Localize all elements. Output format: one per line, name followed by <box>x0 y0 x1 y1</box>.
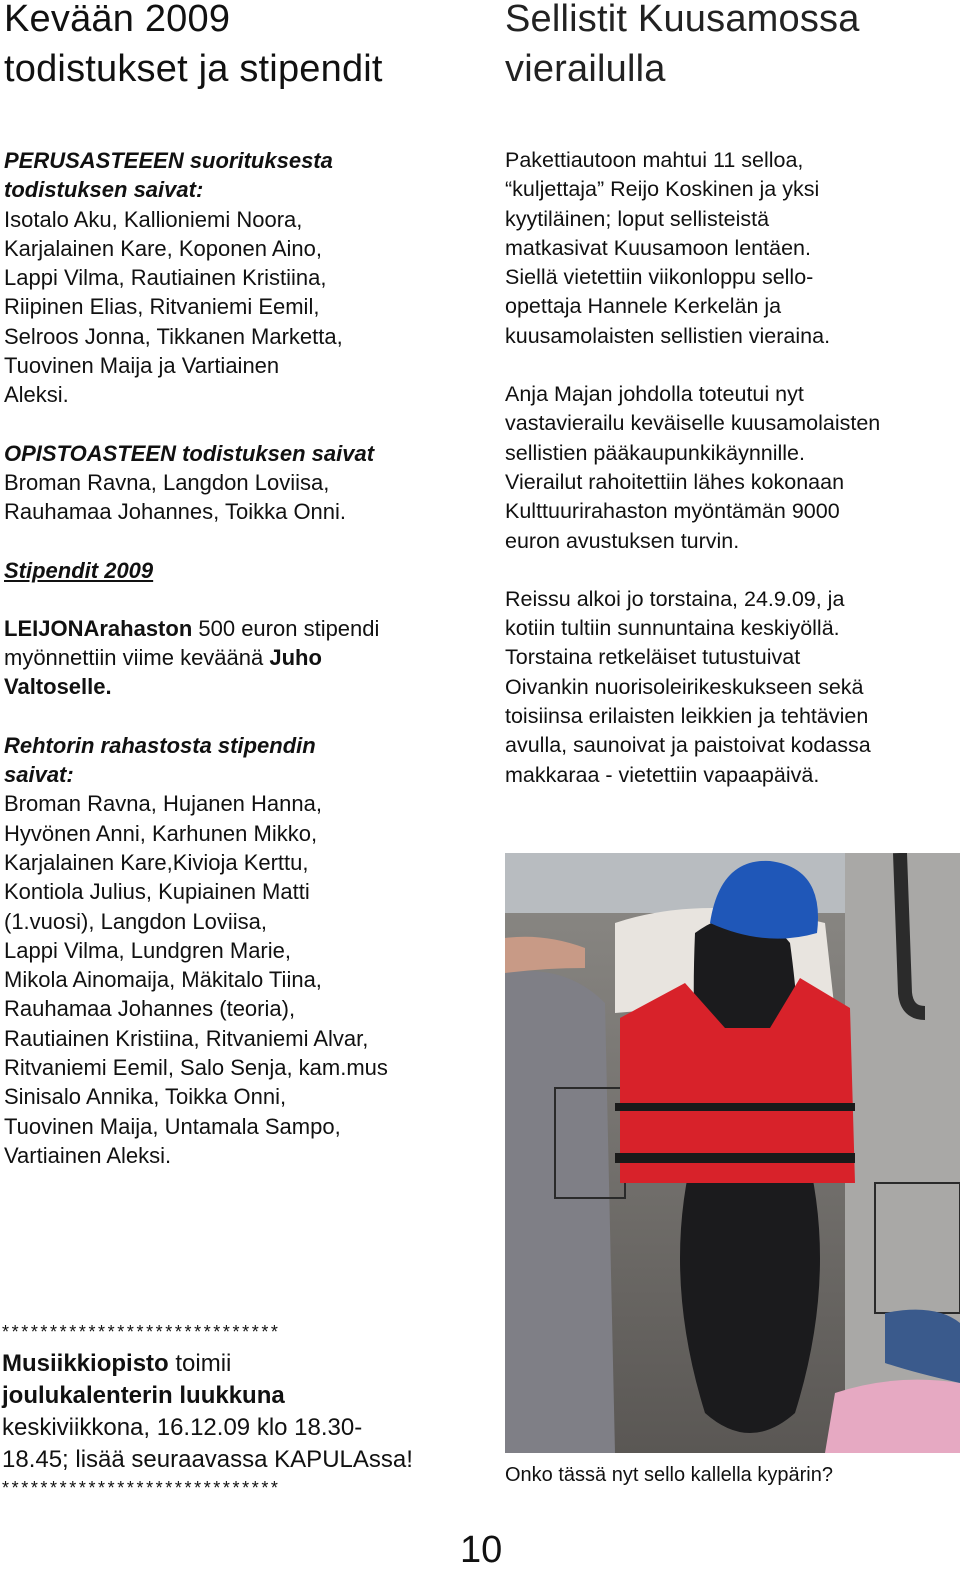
name-line: Selroos Jonna, Tikkanen Marketta, <box>4 323 343 349</box>
recipient: Juho <box>269 645 322 671</box>
name-line: Riipinen Elias, Ritvaniemi Eemil, <box>4 294 320 320</box>
name-line: Rauhamaa Johannes (teoria), <box>4 996 296 1022</box>
name-line: Hyvönen Anni, Karhunen Mikko, <box>4 820 318 846</box>
rehtori-heading: saivat: <box>4 762 74 788</box>
seat-left <box>505 971 615 1453</box>
right-column <box>505 0 957 790</box>
rehtori-section <box>4 731 464 1170</box>
name-line: Rautiainen Kristiina, Ritvaniemi Alvar, <box>4 1025 369 1051</box>
vest-strap <box>615 1103 855 1111</box>
photo-illustration <box>505 853 960 1453</box>
fund-name: LEIJONArahaston <box>4 615 193 641</box>
name-line: Lappi Vilma, Rautiainen Kristiina, <box>4 265 327 291</box>
right-headline: Sellistit Kuusamossa vierailulla <box>505 0 860 90</box>
opistoaste-section <box>4 439 464 527</box>
cello-photo <box>505 853 960 1453</box>
name-line: Mikola Ainomaija, Mäkitalo Tiina, <box>4 967 322 993</box>
perusaste-section <box>4 146 464 410</box>
left-headline: Kevään 2009 todistukset ja stipendit <box>4 0 383 90</box>
star-divider: ***************************** <box>2 1478 281 1498</box>
name-line: Karjalainen Kare,Kivioja Kerttu, <box>4 849 309 875</box>
name-line: (1.vuosi), Langdon Loviisa, <box>4 908 267 934</box>
star-divider: ***************************** <box>2 1322 281 1342</box>
name-line: Tuovinen Maija, Untamala Sampo, <box>4 1113 341 1139</box>
paragraph-1: Pakettiautoon mahtui 11 selloa, “kuljettaja” Reijo Koskinen ja yksi kyytiläinen; loput sellisteistä matkasivat Kuusamoon lentäen. Siellä vietettiin viikonloppu sello- opettaja Hannele Kerkelän ja kuusamolaisten sellistien vieraina. <box>505 148 831 348</box>
stipendi-line: myönnettiin viime keväänä Juho <box>4 645 322 671</box>
name-line: Kontiola Julius, Kupiainen Matti <box>4 879 310 905</box>
name-line: Karjalainen Kare, Koponen Aino, <box>4 235 323 261</box>
notice-bold: joulukalenterin luukkuna <box>2 1382 285 1409</box>
photo-caption: Onko tässä nyt sello kallella kypärin? <box>505 1464 833 1486</box>
name-line: Broman Ravna, Hujanen Hanna, <box>4 791 322 817</box>
paragraph-3: Reissu alkoi jo torstaina, 24.9.09, ja kotiin tultiin sunnuntaina keskiyöllä. Torstaina retkeläiset tutustuivat Oivankin nuorisoleirikeskukseen sekä toisiinsa erilaisten leikkien ja tehtävien avulla, saunoivat ja paistoivat kodassa makkaraa - vietettiin vapaapäivä. <box>505 586 871 787</box>
stipendit-section <box>4 556 464 702</box>
rehtori-heading: Rehtorin rahastosta stipendin <box>4 732 316 758</box>
vest-strap <box>615 1153 855 1163</box>
paragraph-2: Anja Majan johdolla toteutui nyt vastavierailu keväiselle kuusamolaisten sellistien pääkaupunkikäynnille. Vierailut rahoitettiin lähes kokonaan Kulttuurirahaston myöntämän 9000 euron avustuksen turvin. <box>505 382 881 553</box>
left-column <box>4 0 464 1170</box>
name-line: Vartiainen Aleksi. <box>4 1142 172 1168</box>
page-number: 10 <box>460 1529 503 1571</box>
perusaste-heading: PERUSASTEEEN suorituksesta <box>4 148 333 173</box>
name-line: Sinisalo Annika, Toikka Onni, <box>4 1084 287 1110</box>
stipendi-line: LEIJONArahaston 500 euron stipendi <box>4 615 380 641</box>
name-line: Aleksi. <box>4 382 69 408</box>
recipient: Valtoselle. <box>4 674 112 700</box>
perusaste-heading: todistuksen saivat: <box>4 177 204 203</box>
notice-bold: Musiikkiopisto <box>2 1350 169 1377</box>
name-line: Lappi Vilma, Lundgren Marie, <box>4 937 291 963</box>
blanket <box>825 1380 960 1453</box>
notice-text: Musiikkiopisto toimii joulukalenterin luukkuna keskiviikkona, 16.12.09 klo 18.30- 18.45; lisää seuraavassa KAPULAssa! <box>2 1348 462 1476</box>
name-line: Ritvaniemi Eemil, Salo Senja, kam.mus <box>4 1055 388 1081</box>
name-line: Tuovinen Maija ja Vartiainen <box>4 353 280 379</box>
notice-box <box>2 1322 462 1498</box>
name-line: Isotalo Aku, Kallioniemi Noora, <box>4 206 303 232</box>
opistoaste-heading: OPISTOASTEEN todistuksen saivat <box>4 440 375 466</box>
name-line: Rauhamaa Johannes, Toikka Onni. <box>4 499 347 525</box>
stipendit-heading: Stipendit 2009 <box>4 557 154 583</box>
name-line: Broman Ravna, Langdon Loviisa, <box>4 469 330 495</box>
